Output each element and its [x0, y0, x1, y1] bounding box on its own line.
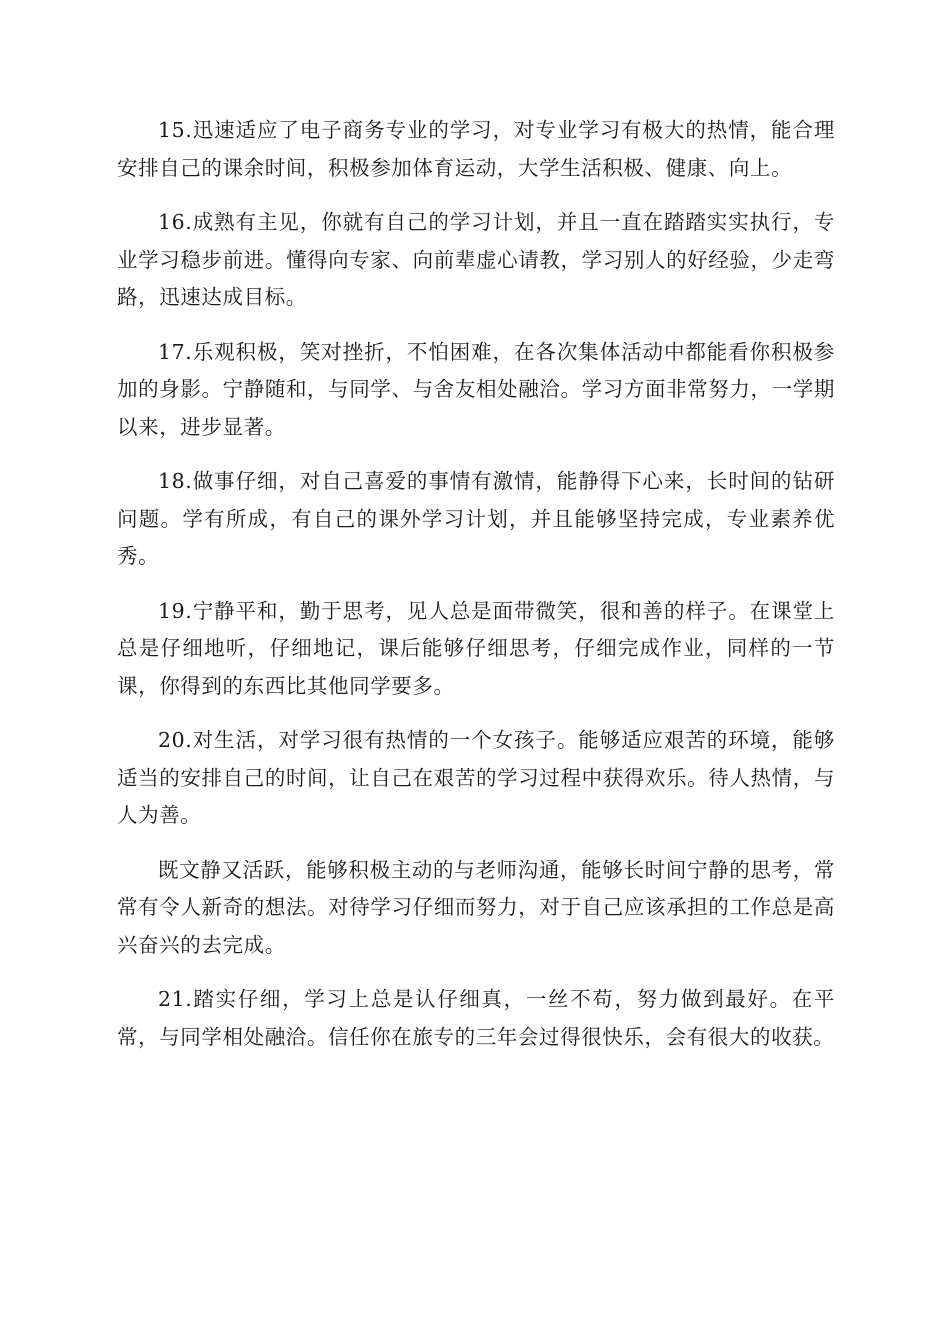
paragraph-16: 16.成熟有主见，你就有自己的学习计划，并且一直在踏踏实实执行，专业学习稳步前进。懂得向专家、向前辈虚心请教，学习别人的好经验，少走弯路，迅速达成目标。: [117, 210, 835, 309]
paragraph-15: 15.迅速适应了电子商务专业的学习，对专业学习有极大的热情，能合理安排自己的课余时间，积极参加体育运动，大学生活积极、健康、向上。: [117, 118, 835, 180]
paragraph-20: 20.对生活，对学习很有热情的一个女孩子。能够适应艰苦的环境，能够适当的安排自己的时间，让自己在艰苦的学习过程中获得欢乐。待人热情，与人为善。: [117, 728, 835, 827]
paragraph-19: 19.宁静平和，勤于思考，见人总是面带微笑，很和善的样子。在课堂上总是仔细地听，仔细地记，课后能够仔细思考，仔细完成作业，同样的一节课，你得到的东西比其他同学要多。: [117, 598, 835, 698]
paragraph-unnumbered: 既文静又活跃，能够积极主动的与老师沟通，能够长时间宁静的思考，常常有令人新奇的想法。对待学习仔细而努力，对于自己应该承担的工作总是高兴奋兴的去完成。: [117, 857, 835, 957]
document-body: [117, 112, 835, 1073]
paragraph-21: 21.踏实仔细，学习上总是认仔细真，一丝不苟，努力做到最好。在平常，与同学相处融洽。信任你在旅专的三年会过得很快乐，会有很大的收获。: [117, 987, 835, 1049]
paragraph-17: 17.乐观积极，笑对挫折，不怕困难，在各次集体活动中都能看你积极参加的身影。宁静随和，与同学、与舍友相处融洽。学习方面非常努力，一学期以来，进步显著。: [117, 339, 835, 439]
paragraph-18: 18.做事仔细，对自己喜爱的事情有激情，能静得下心来，长时间的钻研问题。学有所成，有自己的课外学习计划，并且能够坚持完成，专业素养优秀。: [117, 469, 835, 568]
